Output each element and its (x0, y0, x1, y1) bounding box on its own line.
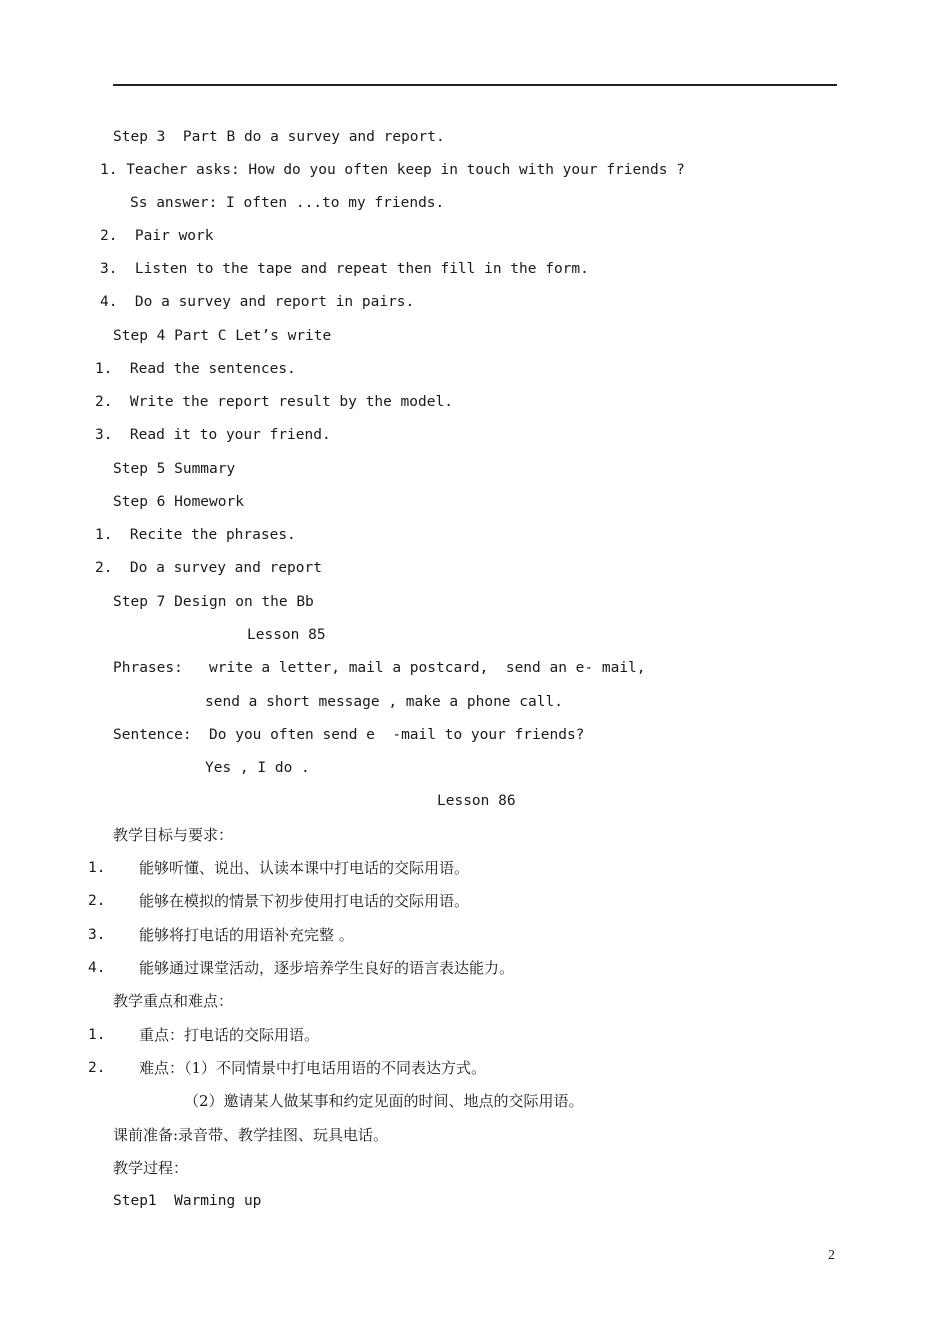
text-line: 1. Teacher asks: How do you often keep in touch with your friends ? (100, 162, 685, 178)
text-line: Step 3 Part B do a survey and report. (113, 129, 445, 145)
text-line: 课前准备:录音带、教学挂图、玩具电话。 (113, 1126, 389, 1144)
text-line: 3. Listen to the tape and repeat then fill in the form. (100, 261, 589, 277)
text-line: Lesson 85 (247, 627, 326, 643)
text-line: Step 4 Part C Let’s write (113, 328, 332, 344)
text-line: 3. Read it to your friend. (95, 427, 331, 443)
text-line: 教学目标与要求： (113, 826, 234, 844)
text-line: 2. Pair work (100, 228, 214, 244)
text-line: 1. Recite the phrases. (95, 527, 296, 543)
text-line: Step 7 Design on the Bb (113, 594, 314, 610)
text-line: Phrases: write a letter, mail a postcard, send an e- mail, (113, 660, 646, 676)
text-line: 教学重点和难点： (113, 992, 234, 1010)
text-line: Step 5 Summary (113, 461, 236, 477)
text-line: 教学过程： (113, 1159, 189, 1177)
list-number: 2. (88, 1060, 106, 1076)
list-number: 1. (88, 1027, 106, 1043)
text-line: 重点：打电话的交际用语。 (139, 1026, 320, 1044)
text-line: 1. Read the sentences. (95, 361, 296, 377)
text-line: send a short message , make a phone call. (205, 694, 563, 710)
header-rule (113, 84, 837, 86)
text-line: Step 6 Homework (113, 494, 244, 510)
text-line: Sentence: Do you often send e -mail to your friends? (113, 727, 585, 743)
text-line: 能够通过课堂活动，逐步培养学生良好的语言表达能力。 (139, 959, 515, 977)
text-line: 2. Do a survey and report (95, 560, 322, 576)
text-line: （2）邀请某人做某事和约定见面的时间、地点的交际用语。 (184, 1092, 584, 1110)
text-line: 能够将打电话的用语补充完整 。 (139, 926, 354, 944)
text-line: 难点：（1）不同情景中打电话用语的不同表达方式。 (139, 1059, 487, 1077)
text-line: 能够在模拟的情景下初步使用打电话的交际用语。 (139, 892, 470, 910)
list-number: 4. (88, 960, 106, 976)
page-number: 2 (828, 1248, 835, 1263)
text-line: Ss answer: I often ...to my friends. (130, 195, 445, 211)
list-number: 1. (88, 860, 106, 876)
text-line: Yes , I do . (205, 760, 310, 776)
text-line: Step1 Warming up (113, 1193, 262, 1209)
text-line: Lesson 86 (437, 793, 516, 809)
list-number: 2. (88, 893, 106, 909)
text-line: 2. Write the report result by the model. (95, 394, 453, 410)
list-number: 3. (88, 927, 106, 943)
text-line: 能够听懂、说出、认读本课中打电话的交际用语。 (139, 859, 470, 877)
text-line: 4. Do a survey and report in pairs. (100, 294, 415, 310)
